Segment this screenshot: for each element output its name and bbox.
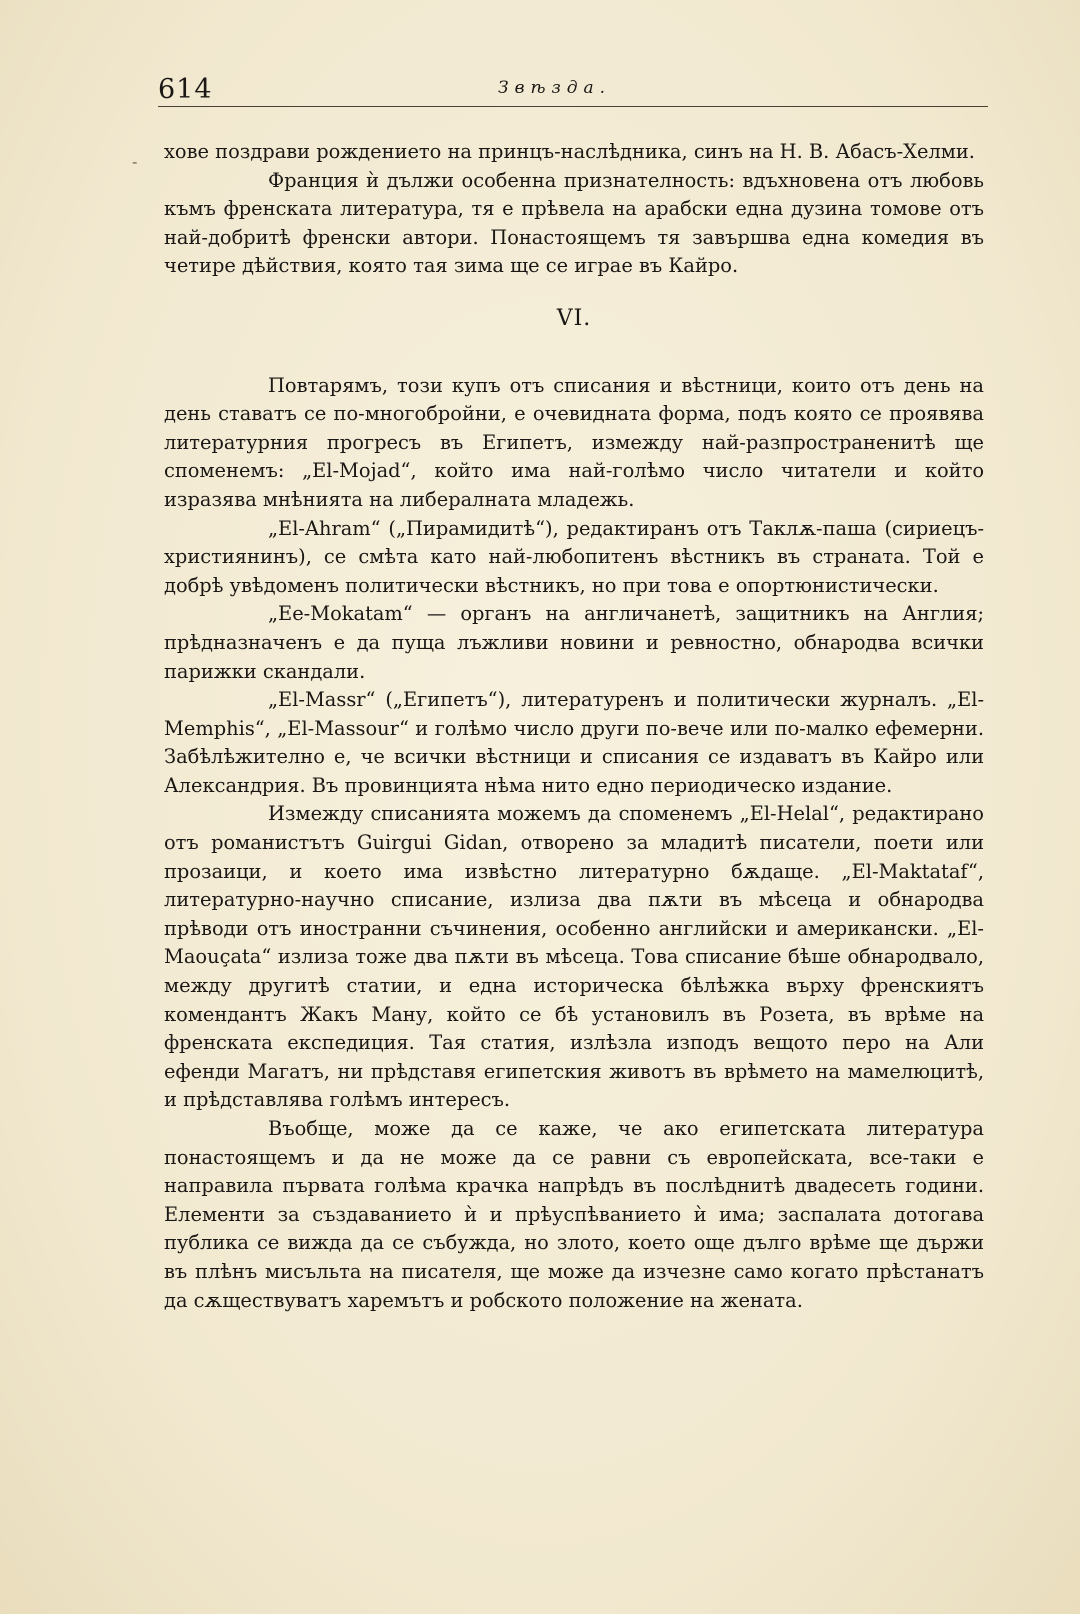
paragraph: Повтарямъ, този купъ отъ списания и вѣстници, които отъ день на день ставатъ се по-многобройни, е очевидната форма, подъ която се проявява литературния прогресъ въ Египетъ, измежду най-разпространенитѣ ще споменемъ: „El-Mojad“, който има най-голѣмо число читатели и който изразява мнѣнията на либералната младежь. bbox=[164, 373, 984, 511]
paragraph: Франция ѝ дължи особенна признателность: вдъхновена отъ любовь къмъ френската литература, тя е прѣвела на арабски една дузина томове отъ най-добритѣ френски автори. Понастоящемъ тя завършва една комедия въ четире дѣйствия, която тая зима ще се играе въ Кайро. bbox=[164, 168, 984, 278]
paragraph: Въобще, може да се каже, че ако египетската литература понастоящемъ и да не може да се равни съ европейската, все-таки е направила първата голѣма крачка напрѣдъ въ послѣднитѣ двадесеть години. Елементи за създаванието ѝ и прѣуспѣванието ѝ има; заспалата дотогава публика се вижда да се събужда, но злото, което още дълго врѣме ще държи въ плѣнъ мисъльта на писателя, ще може да изчезне само когато прѣстанатъ да сѫществуватъ харемътъ и робското положение на жената. bbox=[164, 1117, 984, 1312]
paragraph: „El-Ahram“ („Пирамидитѣ“), редактиранъ отъ Таклѫ-паша (сириецъ-християнинъ), се смѣта като най-любопитенъ вѣстникъ въ страната. Той е добрѣ увѣдоменъ политически вѣстникъ, но при това е опортюнистически. bbox=[164, 516, 984, 597]
paragraph: „El-Massr“ („Египетъ“), литературенъ и политически журналъ. „El-Memphis“, „El-Massour“ и голѣмо число други по-вече или по-малко ефемерни. Забѣлѣжително е, че всички вѣстници и списания се издаватъ въ Кайро или Александрия. Въ провинцията нѣма нито едно периодическо издание. bbox=[164, 688, 984, 797]
section-heading: VI. bbox=[556, 305, 592, 331]
body-text bbox=[164, 138, 984, 1315]
running-title: Звѣзда. bbox=[498, 78, 612, 98]
paragraph: Измежду списанията можемъ да споменемъ „El-Helal“, редактирано отъ романистътъ Guirgui Gidan, отворено за младитѣ писатели, поети или прозаици, и което има извѣстно литературно бѫдаще. „El-Maktataf“, литературно-научно списание, излиза два пѫти въ мѣсеца и обнародва прѣводи отъ иностранни съчинения, особенно английски и американски. „El-Maouçata“ излиза тоже два пѫти въ мѣсеца. Това списание бѣше обнародвало, между другитѣ статии, и една историческа бѣлѣжка върху френскиятъ комендантъ Жакъ Ману, който се бѣ установилъ въ Розета, въ врѣме на френската експедиция. Тая статия, излѣзла изподъ вещото перо на Али ефенди Магатъ, ни прѣдставя египетския животъ въ врѣмето на мамелюцитѣ, и прѣдставлява голѣмъ интересъ. bbox=[164, 802, 984, 1112]
page-header bbox=[158, 72, 988, 112]
header-rule bbox=[158, 106, 988, 107]
margin-mark: - bbox=[132, 152, 138, 171]
paragraph: „Ee-Mokatam“ — органъ на англичанетѣ, защитникъ на Англия; прѣдназначенъ е да пуща лъжливи новини и ревностно, обнародва всички парижки скандали. bbox=[164, 602, 984, 683]
paragraph: хове поздрави рождението на принцъ-наслѣдника, синъ на Н. В. Абасъ-Хелми. bbox=[164, 140, 975, 163]
page-number: 614 bbox=[158, 74, 213, 105]
